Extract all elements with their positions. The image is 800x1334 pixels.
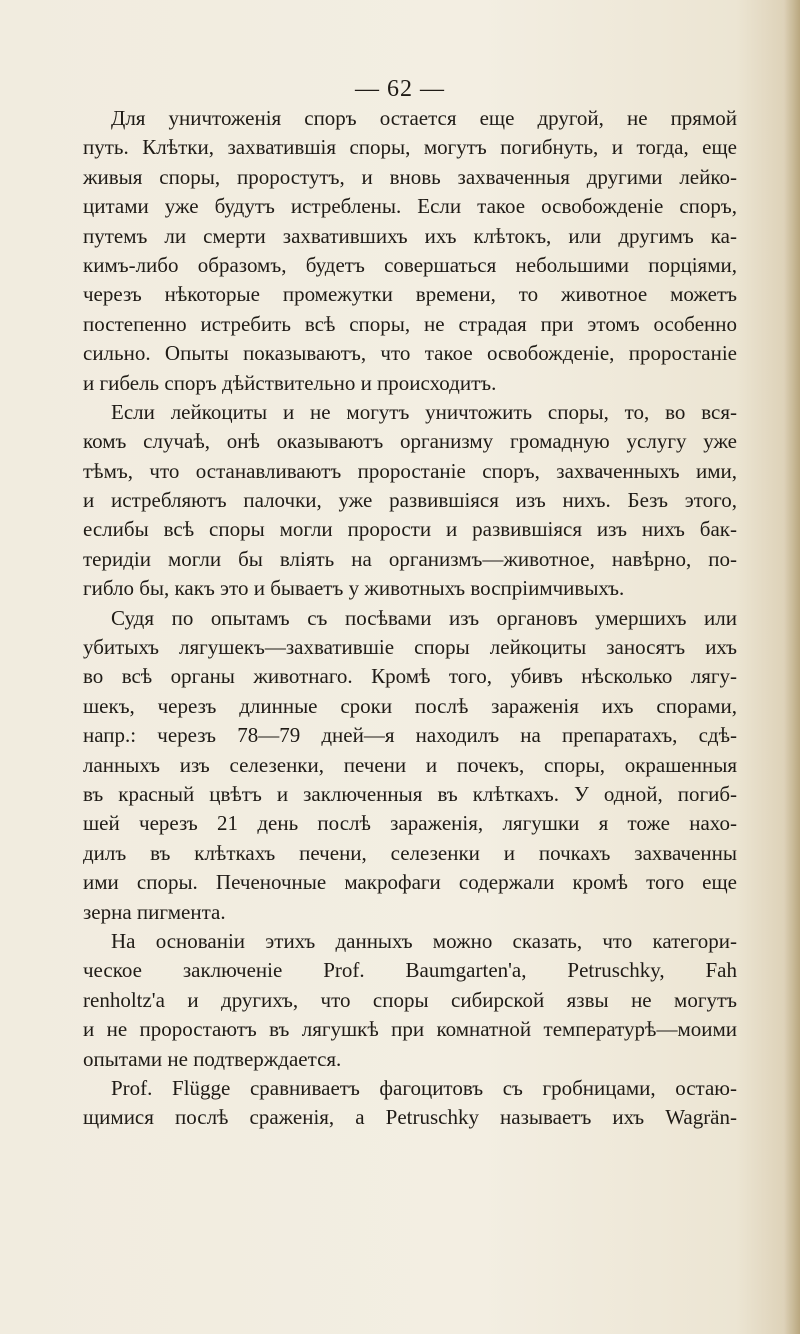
- text-line: Если лейкоциты и не могутъ уничтожить споры, то, во вся-: [111, 399, 737, 424]
- text-line: живыя споры, проростутъ, и вновь захваченныя другими лейко-: [83, 164, 737, 189]
- text-line: шей черезъ 21 день послѣ зараженія, лягушки я тоже нахо-: [83, 811, 737, 836]
- text-line: ими споры. Печеночные макрофаги содержали кромѣ того еще: [83, 870, 737, 895]
- text-line: цитами уже будутъ истреблены. Если такое освобожденіе споръ,: [83, 194, 737, 219]
- text-line: во всѣ органы животнаго. Кромѣ того, убивъ нѣсколько лягу-: [83, 664, 737, 689]
- text-line: напр.: черезъ 78—79 дней—я находилъ на препаратахъ, сдѣ-: [83, 723, 737, 748]
- text-line: въ красный цвѣтъ и заключенныя въ клѣткахъ. У одной, погиб-: [83, 781, 737, 806]
- text-line: теридіи могли бы вліять на организмъ—животное, навѣрно, по-: [83, 546, 737, 571]
- body-text: [83, 104, 737, 1133]
- text-line: ческое заключеніе Prof. Baumgarten'a, Petruschky, Fah: [83, 958, 737, 983]
- text-line: сильно. Опыты показываютъ, что такое освобожденіе, проростаніе: [83, 341, 737, 366]
- text-line: и не проростаютъ въ лягушкѣ при комнатной температурѣ—моими: [83, 1017, 737, 1042]
- text-line: опытами не подтверждается.: [83, 1046, 342, 1071]
- text-line: путемъ ли смерти захватившихъ ихъ клѣтокъ, или другимъ ка-: [83, 223, 737, 248]
- text-line: тѣмъ, что останавливаютъ проростаніе споръ, захваченныхъ ими,: [83, 458, 737, 483]
- text-line: ланныхъ изъ селезенки, печени и почекъ, споры, окрашенныя: [83, 752, 737, 777]
- text-line: renholtz'a и другихъ, что споры сибирской язвы не могутъ: [83, 987, 737, 1012]
- text-line: и гибель споръ дѣйствительно и происходитъ.: [83, 370, 497, 395]
- text-line: убитыхъ лягушекъ—захватившіе споры лейкоциты заносятъ ихъ: [83, 635, 737, 660]
- page-number: — 62 —: [355, 76, 445, 102]
- text-line: Судя по опытамъ съ посѣвами изъ органовъ умершихъ или: [111, 605, 737, 630]
- text-line: зерна пигмента.: [83, 899, 226, 924]
- text-line: комъ случаѣ, онѣ оказываютъ организму громадную услугу уже: [83, 429, 737, 454]
- text-line: гибло бы, какъ это и бываетъ у животныхъ воспріимчивыхъ.: [83, 576, 625, 601]
- text-line: еслибы всѣ споры могли прорости и развившіяся изъ нихъ бак-: [83, 517, 737, 542]
- text-line: путь. Клѣтки, захватившія споры, могутъ погибнуть, и тогда, еще: [83, 135, 737, 160]
- text-line: Prof. Flügge сравниваетъ фагоцитовъ съ гробницами, остаю-: [111, 1075, 737, 1100]
- text-line: постепенно истребить всѣ споры, не страдая при этомъ особенно: [83, 311, 737, 336]
- text-line: щимися послѣ сраженія, а Petruschky называетъ ихъ Wagrän-: [83, 1105, 737, 1130]
- text-line: дилъ въ клѣткахъ печени, селезенки и почкахъ захваченны: [83, 840, 737, 865]
- page-edge-shadow: [784, 0, 800, 1334]
- text-line: кимъ-либо образомъ, будетъ совершаться небольшими порціями,: [83, 252, 737, 277]
- text-line: и истребляютъ палочки, уже развившіяся изъ нихъ. Безъ этого,: [83, 488, 737, 513]
- text-line: шекъ, черезъ длинные сроки послѣ зараженія ихъ спорами,: [83, 693, 737, 718]
- text-line: черезъ нѣкоторые промежутки времени, то животное можетъ: [83, 282, 737, 307]
- text-line: Для уничтоженія споръ остается еще другой, не прямой: [111, 106, 737, 130]
- text-line: На основаніи этихъ данныхъ можно сказать, что категори-: [111, 928, 737, 953]
